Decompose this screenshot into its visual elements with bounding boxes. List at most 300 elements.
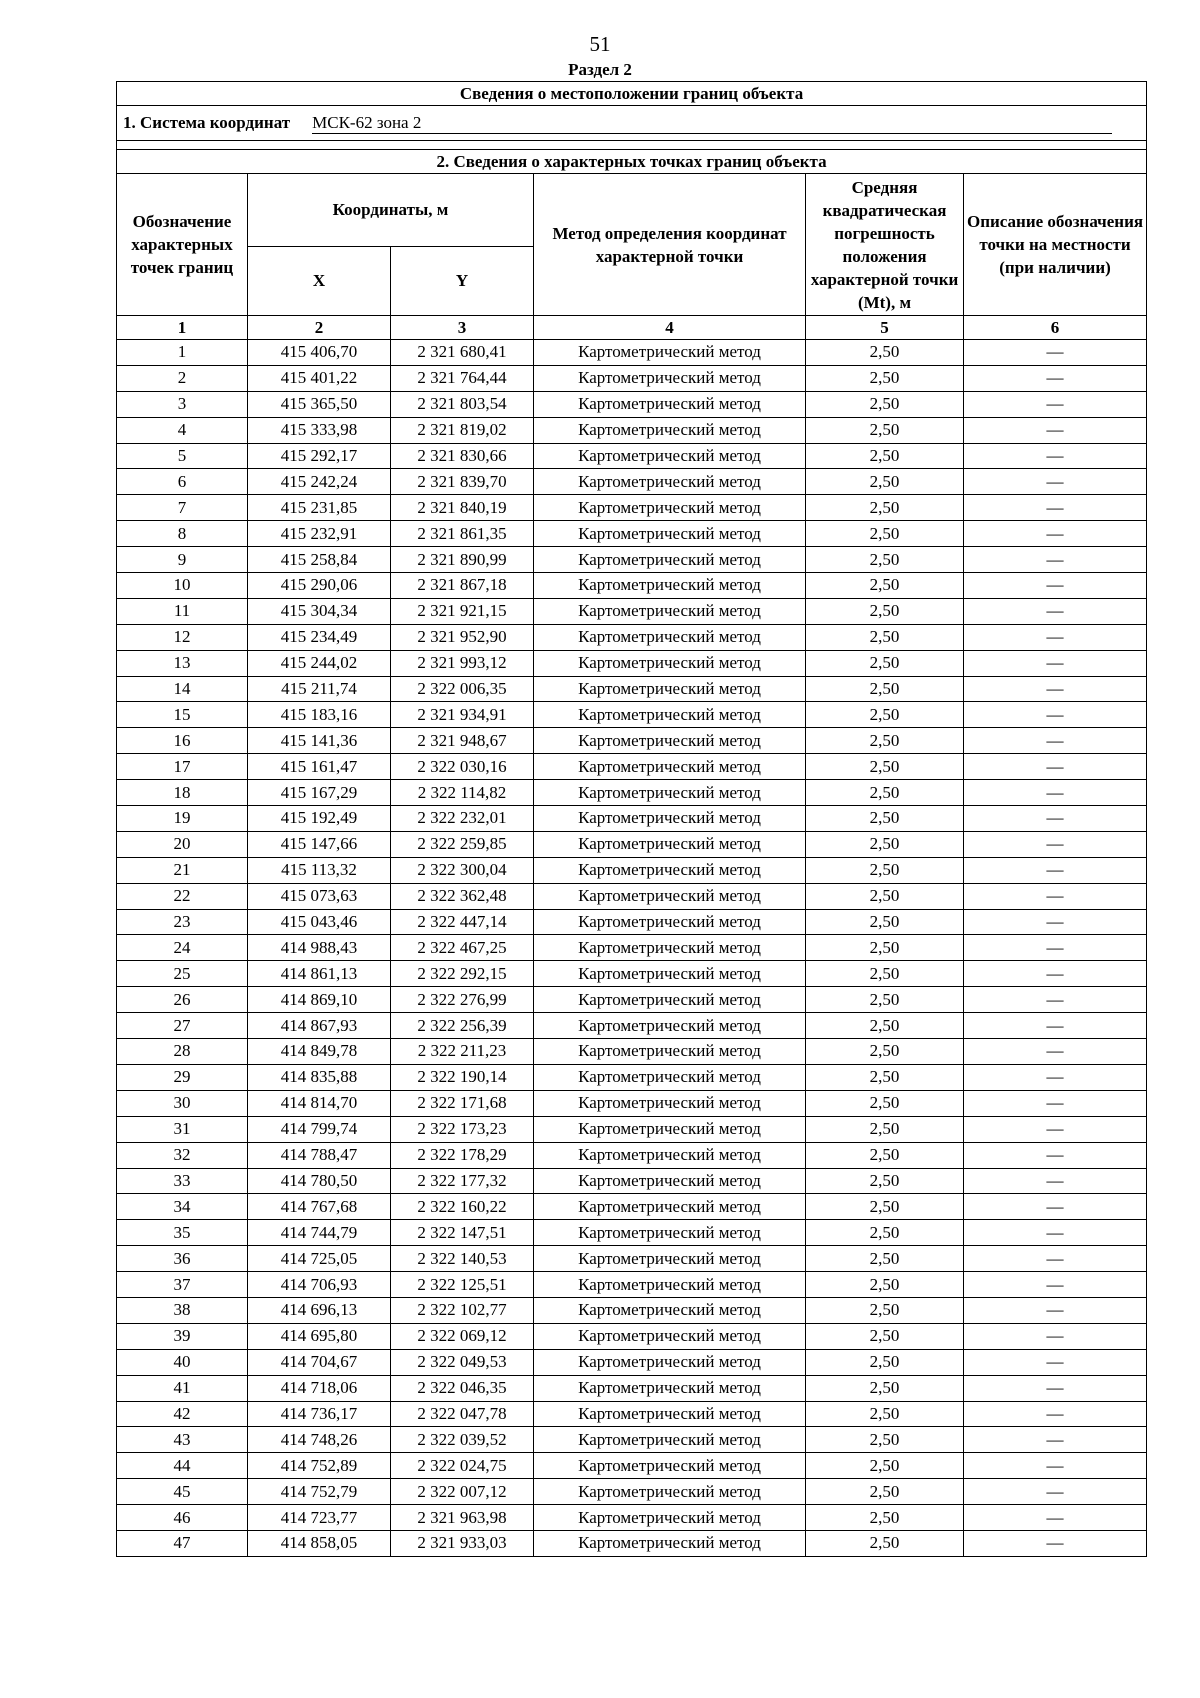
header-point-designation: Обозначение характерных точек границ xyxy=(117,174,248,316)
coord-x-cell: 415 147,66 xyxy=(248,831,391,857)
table-row xyxy=(117,831,1147,857)
coord-x-cell: 414 725,05 xyxy=(248,1246,391,1272)
coord-x-cell: 414 706,93 xyxy=(248,1272,391,1298)
point-id-cell: 42 xyxy=(117,1401,248,1427)
error-cell: 2,50 xyxy=(806,443,964,469)
column-number: 5 xyxy=(806,316,964,340)
header-description: Описание обозначения точки на местности (при наличии) xyxy=(964,174,1147,316)
error-cell: 2,50 xyxy=(806,1013,964,1039)
point-id-cell: 19 xyxy=(117,806,248,832)
error-cell: 2,50 xyxy=(806,1039,964,1065)
error-cell: 2,50 xyxy=(806,1505,964,1531)
method-cell: Картометрический метод xyxy=(534,1453,806,1479)
error-cell: 2,50 xyxy=(806,1246,964,1272)
point-id-cell: 37 xyxy=(117,1272,248,1298)
coord-y-cell: 2 322 467,25 xyxy=(391,935,534,961)
coord-system-cell xyxy=(117,106,1147,141)
point-id-cell: 18 xyxy=(117,780,248,806)
coord-y-cell: 2 322 039,52 xyxy=(391,1427,534,1453)
coord-y-cell: 2 321 963,98 xyxy=(391,1505,534,1531)
table-row xyxy=(117,443,1147,469)
coord-x-cell: 415 401,22 xyxy=(248,365,391,391)
method-cell: Картометрический метод xyxy=(534,624,806,650)
error-cell: 2,50 xyxy=(806,365,964,391)
description-cell: — xyxy=(964,1039,1147,1065)
table-body xyxy=(117,82,1147,1557)
table-row xyxy=(117,702,1147,728)
description-cell: — xyxy=(964,909,1147,935)
error-cell: 2,50 xyxy=(806,1090,964,1116)
point-id-cell: 38 xyxy=(117,1297,248,1323)
table-row xyxy=(117,1375,1147,1401)
description-cell: — xyxy=(964,1530,1147,1556)
table-row xyxy=(117,650,1147,676)
description-cell: — xyxy=(964,780,1147,806)
method-cell: Картометрический метод xyxy=(534,1116,806,1142)
method-cell: Картометрический метод xyxy=(534,935,806,961)
coord-x-cell: 415 141,36 xyxy=(248,728,391,754)
description-cell: — xyxy=(964,754,1147,780)
table-row xyxy=(117,1297,1147,1323)
description-cell: — xyxy=(964,547,1147,573)
point-id-cell: 36 xyxy=(117,1246,248,1272)
points-title-row xyxy=(117,150,1147,174)
point-id-cell: 46 xyxy=(117,1505,248,1531)
table-row xyxy=(117,1194,1147,1220)
point-id-cell: 10 xyxy=(117,573,248,599)
method-cell: Картометрический метод xyxy=(534,1323,806,1349)
table-row xyxy=(117,857,1147,883)
column-number: 1 xyxy=(117,316,248,340)
coord-x-cell: 415 304,34 xyxy=(248,598,391,624)
coord-y-cell: 2 321 948,67 xyxy=(391,728,534,754)
point-id-cell: 47 xyxy=(117,1530,248,1556)
description-cell: — xyxy=(964,702,1147,728)
description-cell: — xyxy=(964,391,1147,417)
point-id-cell: 25 xyxy=(117,961,248,987)
coord-y-cell: 2 322 114,82 xyxy=(391,780,534,806)
error-cell: 2,50 xyxy=(806,1530,964,1556)
point-id-cell: 33 xyxy=(117,1168,248,1194)
method-cell: Картометрический метод xyxy=(534,1530,806,1556)
error-cell: 2,50 xyxy=(806,806,964,832)
method-cell: Картометрический метод xyxy=(534,573,806,599)
method-cell: Картометрический метод xyxy=(534,443,806,469)
coord-x-cell: 415 234,49 xyxy=(248,624,391,650)
table-row xyxy=(117,417,1147,443)
coord-x-cell: 415 192,49 xyxy=(248,806,391,832)
description-cell: — xyxy=(964,443,1147,469)
coord-x-cell: 414 704,67 xyxy=(248,1349,391,1375)
point-id-cell: 17 xyxy=(117,754,248,780)
coord-y-cell: 2 322 171,68 xyxy=(391,1090,534,1116)
point-id-cell: 12 xyxy=(117,624,248,650)
coord-x-cell: 415 258,84 xyxy=(248,547,391,573)
point-id-cell: 30 xyxy=(117,1090,248,1116)
error-cell: 2,50 xyxy=(806,909,964,935)
coord-y-cell: 2 322 047,78 xyxy=(391,1401,534,1427)
coord-x-cell: 414 767,68 xyxy=(248,1194,391,1220)
table-row xyxy=(117,987,1147,1013)
coord-x-cell: 414 835,88 xyxy=(248,1064,391,1090)
coord-y-cell: 2 322 300,04 xyxy=(391,857,534,883)
header-method: Метод определения координат характерной точки xyxy=(534,174,806,316)
description-cell: — xyxy=(964,857,1147,883)
coord-y-cell: 2 322 447,14 xyxy=(391,909,534,935)
table-row xyxy=(117,935,1147,961)
coord-y-cell: 2 322 147,51 xyxy=(391,1220,534,1246)
description-cell: — xyxy=(964,573,1147,599)
table-row xyxy=(117,909,1147,935)
coord-y-cell: 2 322 030,16 xyxy=(391,754,534,780)
description-cell: — xyxy=(964,340,1147,366)
method-cell: Картометрический метод xyxy=(534,521,806,547)
coord-system-label: 1. Система координат xyxy=(123,112,291,132)
table-row xyxy=(117,676,1147,702)
description-cell: — xyxy=(964,987,1147,1013)
column-number: 2 xyxy=(248,316,391,340)
description-cell: — xyxy=(964,1401,1147,1427)
error-cell: 2,50 xyxy=(806,1116,964,1142)
coord-x-cell: 414 788,47 xyxy=(248,1142,391,1168)
description-cell: — xyxy=(964,521,1147,547)
method-cell: Картометрический метод xyxy=(534,495,806,521)
method-cell: Картометрический метод xyxy=(534,1272,806,1298)
method-cell: Картометрический метод xyxy=(534,417,806,443)
description-cell: — xyxy=(964,1297,1147,1323)
description-cell: — xyxy=(964,495,1147,521)
point-id-cell: 40 xyxy=(117,1349,248,1375)
point-id-cell: 4 xyxy=(117,417,248,443)
description-cell: — xyxy=(964,1453,1147,1479)
table-row xyxy=(117,1168,1147,1194)
description-cell: — xyxy=(964,1272,1147,1298)
error-cell: 2,50 xyxy=(806,650,964,676)
point-id-cell: 8 xyxy=(117,521,248,547)
method-cell: Картометрический метод xyxy=(534,650,806,676)
coord-x-cell: 414 814,70 xyxy=(248,1090,391,1116)
coord-x-cell: 414 723,77 xyxy=(248,1505,391,1531)
method-cell: Картометрический метод xyxy=(534,806,806,832)
error-cell: 2,50 xyxy=(806,1168,964,1194)
table-row xyxy=(117,961,1147,987)
method-cell: Картометрический метод xyxy=(534,1194,806,1220)
point-id-cell: 41 xyxy=(117,1375,248,1401)
point-id-cell: 24 xyxy=(117,935,248,961)
table-row xyxy=(117,1505,1147,1531)
table-row xyxy=(117,391,1147,417)
table-row xyxy=(117,1246,1147,1272)
method-cell: Картометрический метод xyxy=(534,1246,806,1272)
point-id-cell: 28 xyxy=(117,1039,248,1065)
header-error: Средняя квадратическая погрешность положения характерной точки (Mt), м xyxy=(806,174,964,316)
method-cell: Картометрический метод xyxy=(534,961,806,987)
error-cell: 2,50 xyxy=(806,1272,964,1298)
coord-x-cell: 415 161,47 xyxy=(248,754,391,780)
method-cell: Картометрический метод xyxy=(534,1401,806,1427)
method-cell: Картометрический метод xyxy=(534,391,806,417)
section-title: Раздел 2 xyxy=(568,60,632,79)
description-cell: — xyxy=(964,1064,1147,1090)
coord-y-cell: 2 322 007,12 xyxy=(391,1479,534,1505)
error-cell: 2,50 xyxy=(806,417,964,443)
description-cell: — xyxy=(964,1246,1147,1272)
error-cell: 2,50 xyxy=(806,624,964,650)
coord-y-cell: 2 322 276,99 xyxy=(391,987,534,1013)
header-y: Y xyxy=(391,247,534,316)
table-row xyxy=(117,1116,1147,1142)
table-row xyxy=(117,883,1147,909)
table-row xyxy=(117,340,1147,366)
coord-y-cell: 2 321 890,99 xyxy=(391,547,534,573)
table-row xyxy=(117,598,1147,624)
point-id-cell: 26 xyxy=(117,987,248,1013)
point-id-cell: 1 xyxy=(117,340,248,366)
coord-x-cell: 414 695,80 xyxy=(248,1323,391,1349)
description-cell: — xyxy=(964,1013,1147,1039)
point-id-cell: 23 xyxy=(117,909,248,935)
error-cell: 2,50 xyxy=(806,1479,964,1505)
point-id-cell: 2 xyxy=(117,365,248,391)
coord-x-cell: 414 867,93 xyxy=(248,1013,391,1039)
method-cell: Картометрический метод xyxy=(534,831,806,857)
method-cell: Картометрический метод xyxy=(534,702,806,728)
point-id-cell: 32 xyxy=(117,1142,248,1168)
coord-y-cell: 2 321 921,15 xyxy=(391,598,534,624)
coord-y-cell: 2 322 069,12 xyxy=(391,1323,534,1349)
error-cell: 2,50 xyxy=(806,573,964,599)
point-id-cell: 44 xyxy=(117,1453,248,1479)
coord-y-cell: 2 322 024,75 xyxy=(391,1453,534,1479)
coord-y-cell: 2 322 177,32 xyxy=(391,1168,534,1194)
description-cell: — xyxy=(964,1479,1147,1505)
method-cell: Картометрический метод xyxy=(534,1220,806,1246)
method-cell: Картометрический метод xyxy=(534,1142,806,1168)
coord-y-cell: 2 322 211,23 xyxy=(391,1039,534,1065)
coord-x-cell: 415 242,24 xyxy=(248,469,391,495)
table-row xyxy=(117,1401,1147,1427)
coord-x-cell: 415 043,46 xyxy=(248,909,391,935)
page-number: 51 xyxy=(589,32,611,56)
point-id-cell: 16 xyxy=(117,728,248,754)
description-cell: — xyxy=(964,1323,1147,1349)
error-cell: 2,50 xyxy=(806,1142,964,1168)
point-id-cell: 15 xyxy=(117,702,248,728)
table-row xyxy=(117,806,1147,832)
method-cell: Картометрический метод xyxy=(534,987,806,1013)
error-cell: 2,50 xyxy=(806,469,964,495)
description-cell: — xyxy=(964,1220,1147,1246)
coord-y-cell: 2 321 803,54 xyxy=(391,391,534,417)
column-number: 6 xyxy=(964,316,1147,340)
method-cell: Картометрический метод xyxy=(534,547,806,573)
coord-x-cell: 415 183,16 xyxy=(248,702,391,728)
error-cell: 2,50 xyxy=(806,598,964,624)
coord-y-cell: 2 322 046,35 xyxy=(391,1375,534,1401)
error-cell: 2,50 xyxy=(806,883,964,909)
error-cell: 2,50 xyxy=(806,831,964,857)
method-cell: Картометрический метод xyxy=(534,365,806,391)
coord-system-row xyxy=(117,106,1147,141)
coord-y-cell: 2 322 259,85 xyxy=(391,831,534,857)
method-cell: Картометрический метод xyxy=(534,1064,806,1090)
table-row xyxy=(117,1349,1147,1375)
points-title: 2. Сведения о характерных точках границ объекта xyxy=(117,150,1147,174)
coord-y-cell: 2 321 993,12 xyxy=(391,650,534,676)
coord-x-cell: 415 406,70 xyxy=(248,340,391,366)
coord-y-cell: 2 321 839,70 xyxy=(391,469,534,495)
coord-x-cell: 415 231,85 xyxy=(248,495,391,521)
coord-y-cell: 2 322 173,23 xyxy=(391,1116,534,1142)
description-cell: — xyxy=(964,650,1147,676)
coord-x-cell: 414 718,06 xyxy=(248,1375,391,1401)
description-cell: — xyxy=(964,1194,1147,1220)
coord-x-cell: 414 849,78 xyxy=(248,1039,391,1065)
table-row xyxy=(117,573,1147,599)
coord-y-cell: 2 322 140,53 xyxy=(391,1246,534,1272)
description-cell: — xyxy=(964,728,1147,754)
method-cell: Картометрический метод xyxy=(534,857,806,883)
method-cell: Картометрический метод xyxy=(534,1013,806,1039)
coord-x-cell: 415 292,17 xyxy=(248,443,391,469)
point-id-cell: 34 xyxy=(117,1194,248,1220)
coord-x-cell: 415 333,98 xyxy=(248,417,391,443)
coord-y-cell: 2 321 952,90 xyxy=(391,624,534,650)
coord-x-cell: 414 752,89 xyxy=(248,1453,391,1479)
error-cell: 2,50 xyxy=(806,1323,964,1349)
coord-x-cell: 414 696,13 xyxy=(248,1297,391,1323)
method-cell: Картометрический метод xyxy=(534,728,806,754)
error-cell: 2,50 xyxy=(806,754,964,780)
description-cell: — xyxy=(964,1427,1147,1453)
description-cell: — xyxy=(964,1505,1147,1531)
point-id-cell: 11 xyxy=(117,598,248,624)
point-id-cell: 22 xyxy=(117,883,248,909)
point-id-cell: 9 xyxy=(117,547,248,573)
error-cell: 2,50 xyxy=(806,676,964,702)
error-cell: 2,50 xyxy=(806,987,964,1013)
coord-y-cell: 2 322 292,15 xyxy=(391,961,534,987)
header-coordinates: Координаты, м xyxy=(248,174,534,247)
point-id-cell: 35 xyxy=(117,1220,248,1246)
coord-x-cell: 415 365,50 xyxy=(248,391,391,417)
error-cell: 2,50 xyxy=(806,1297,964,1323)
description-cell: — xyxy=(964,831,1147,857)
point-id-cell: 29 xyxy=(117,1064,248,1090)
method-cell: Картометрический метод xyxy=(534,754,806,780)
method-cell: Картометрический метод xyxy=(534,1427,806,1453)
coord-x-cell: 414 744,79 xyxy=(248,1220,391,1246)
header-row-1 xyxy=(117,174,1147,247)
error-cell: 2,50 xyxy=(806,340,964,366)
coord-y-cell: 2 322 232,01 xyxy=(391,806,534,832)
error-cell: 2,50 xyxy=(806,547,964,573)
coord-y-cell: 2 322 102,77 xyxy=(391,1297,534,1323)
coord-y-cell: 2 322 006,35 xyxy=(391,676,534,702)
table-row xyxy=(117,754,1147,780)
coord-x-cell: 415 290,06 xyxy=(248,573,391,599)
coord-y-cell: 2 322 190,14 xyxy=(391,1064,534,1090)
table-row xyxy=(117,1323,1147,1349)
table-row xyxy=(117,624,1147,650)
point-id-cell: 45 xyxy=(117,1479,248,1505)
coord-y-cell: 2 322 256,39 xyxy=(391,1013,534,1039)
description-cell: — xyxy=(964,469,1147,495)
method-cell: Картометрический метод xyxy=(534,1039,806,1065)
coord-y-cell: 2 321 764,44 xyxy=(391,365,534,391)
coord-x-cell: 415 244,02 xyxy=(248,650,391,676)
method-cell: Картометрический метод xyxy=(534,1479,806,1505)
coord-y-cell: 2 322 160,22 xyxy=(391,1194,534,1220)
method-cell: Картометрический метод xyxy=(534,1375,806,1401)
coord-y-cell: 2 322 125,51 xyxy=(391,1272,534,1298)
point-id-cell: 21 xyxy=(117,857,248,883)
coord-y-cell: 2 322 178,29 xyxy=(391,1142,534,1168)
coord-y-cell: 2 322 362,48 xyxy=(391,883,534,909)
description-cell: — xyxy=(964,1375,1147,1401)
error-cell: 2,50 xyxy=(806,521,964,547)
coord-y-cell: 2 321 861,35 xyxy=(391,521,534,547)
table-row xyxy=(117,1453,1147,1479)
column-numbers-row xyxy=(117,316,1147,340)
description-cell: — xyxy=(964,806,1147,832)
method-cell: Картометрический метод xyxy=(534,598,806,624)
coord-y-cell: 2 321 867,18 xyxy=(391,573,534,599)
table-row xyxy=(117,780,1147,806)
method-cell: Картометрический метод xyxy=(534,780,806,806)
point-id-cell: 43 xyxy=(117,1427,248,1453)
description-cell: — xyxy=(964,1090,1147,1116)
error-cell: 2,50 xyxy=(806,728,964,754)
coord-y-cell: 2 321 840,19 xyxy=(391,495,534,521)
description-cell: — xyxy=(964,1168,1147,1194)
table-row xyxy=(117,1272,1147,1298)
coord-x-cell: 414 988,43 xyxy=(248,935,391,961)
point-id-cell: 31 xyxy=(117,1116,248,1142)
table-row xyxy=(117,1064,1147,1090)
column-number: 4 xyxy=(534,316,806,340)
table-row xyxy=(117,1220,1147,1246)
coord-x-cell: 415 113,32 xyxy=(248,857,391,883)
table-row xyxy=(117,728,1147,754)
description-cell: — xyxy=(964,935,1147,961)
table-row xyxy=(117,495,1147,521)
spacer-cell xyxy=(117,141,1147,150)
coord-x-cell: 414 752,79 xyxy=(248,1479,391,1505)
table-row xyxy=(117,365,1147,391)
error-cell: 2,50 xyxy=(806,857,964,883)
error-cell: 2,50 xyxy=(806,1427,964,1453)
point-id-cell: 14 xyxy=(117,676,248,702)
method-cell: Картометрический метод xyxy=(534,676,806,702)
method-cell: Картометрический метод xyxy=(534,909,806,935)
coord-system-value: МСК-62 зона 2 xyxy=(312,113,1112,134)
description-cell: — xyxy=(964,961,1147,987)
method-cell: Картометрический метод xyxy=(534,883,806,909)
method-cell: Картометрический метод xyxy=(534,1349,806,1375)
table-row xyxy=(117,521,1147,547)
point-id-cell: 20 xyxy=(117,831,248,857)
method-cell: Картометрический метод xyxy=(534,340,806,366)
column-number: 3 xyxy=(391,316,534,340)
point-id-cell: 3 xyxy=(117,391,248,417)
table-title-row xyxy=(117,82,1147,106)
coord-x-cell: 415 073,63 xyxy=(248,883,391,909)
error-cell: 2,50 xyxy=(806,391,964,417)
method-cell: Картометрический метод xyxy=(534,1168,806,1194)
point-id-cell: 39 xyxy=(117,1323,248,1349)
error-cell: 2,50 xyxy=(806,1220,964,1246)
